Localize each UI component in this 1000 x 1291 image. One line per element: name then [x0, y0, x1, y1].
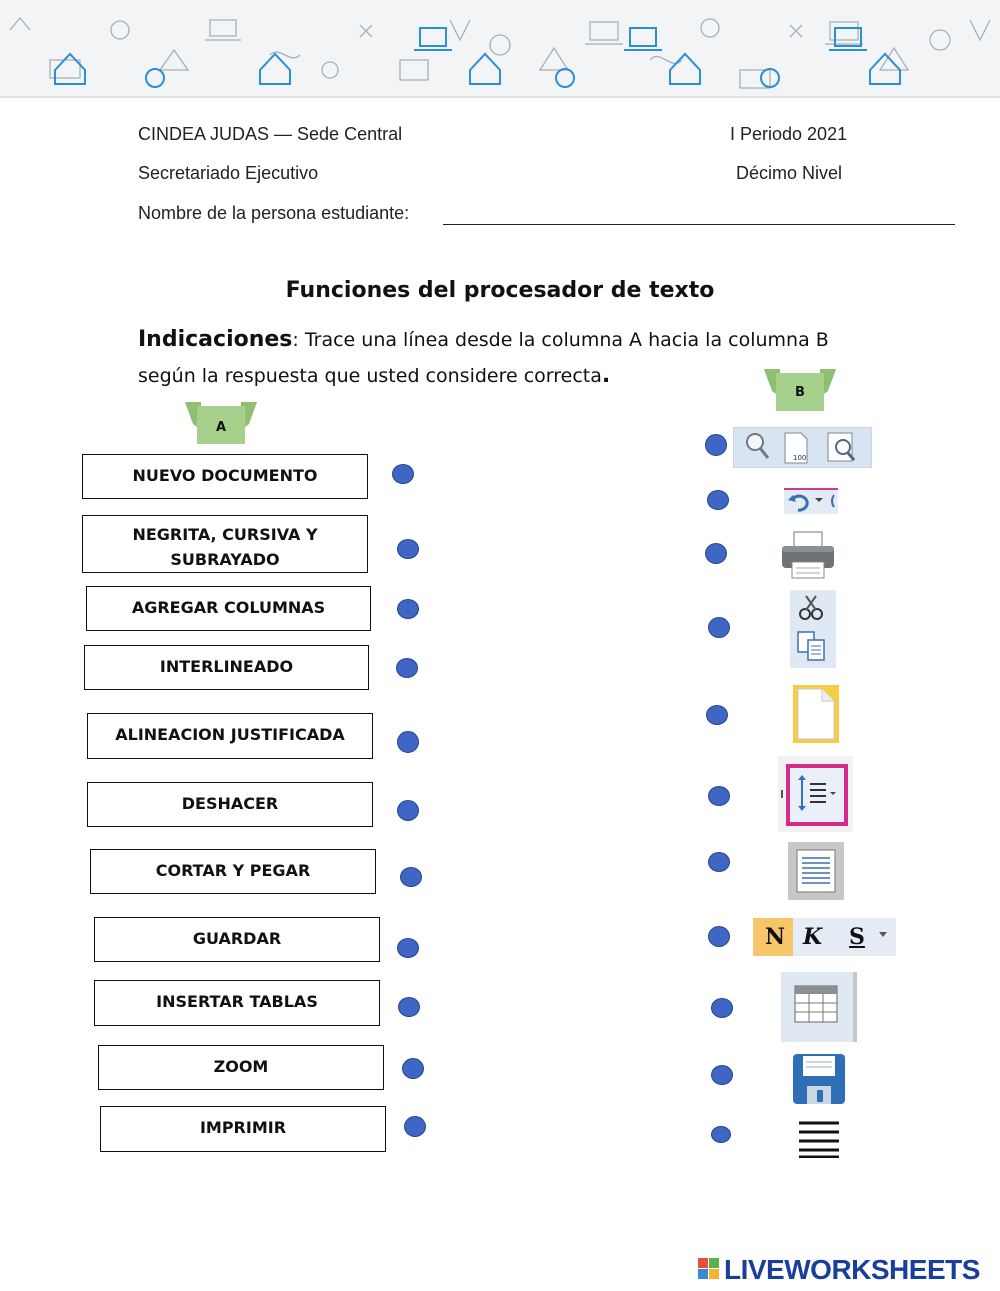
dropdown-arrow-icon: [879, 932, 887, 937]
option-nuevo-documento[interactable]: NUEVO DOCUMENTO: [82, 454, 368, 499]
undo-icon: [782, 486, 840, 516]
underline-letter: S: [849, 924, 865, 950]
option-insertar-tablas[interactable]: INSERTAR TABLAS: [94, 980, 380, 1026]
instructions-text: : Trace una línea desde la columna A hacia la columna B según la respuesta que usted considere correcta: [138, 329, 829, 387]
column-a-dot[interactable]: [400, 867, 422, 887]
printer-icon: [780, 530, 836, 580]
column-a-dot[interactable]: [397, 938, 419, 958]
option-negrita-cursiva-subrayado[interactable]: [82, 515, 368, 573]
instructions-label: Indicaciones: [138, 327, 293, 352]
column-a-dot[interactable]: [404, 1116, 426, 1137]
new-document-icon: [793, 685, 839, 743]
student-name-line[interactable]: [443, 224, 955, 225]
column-b-dot[interactable]: [705, 434, 727, 456]
student-name-label: Nombre de la persona estudiante:: [138, 203, 410, 223]
column-b-ribbon: [764, 367, 836, 411]
instructions-end: .: [601, 363, 611, 388]
bold-italic-underline-icon: [753, 918, 896, 956]
column-b-dot[interactable]: [707, 490, 729, 510]
page-title: Funciones del procesador de texto: [285, 278, 715, 303]
column-b-dot[interactable]: [708, 617, 730, 638]
italic-letter: K: [803, 924, 823, 950]
justify-icon: [797, 1120, 841, 1158]
column-b-dot[interactable]: [711, 1126, 731, 1143]
zoom-icon: [733, 427, 872, 468]
column-a-dot[interactable]: [402, 1058, 424, 1079]
school-name: CINDEA JUDAS — Sede Central: [138, 124, 403, 144]
doodle-pattern: [0, 0, 1000, 96]
column-b-dot[interactable]: [706, 705, 728, 725]
option-imprimir[interactable]: IMPRIMIR: [100, 1106, 386, 1152]
line-spacing-icon: [778, 756, 853, 832]
column-a-label: A: [215, 420, 227, 435]
column-a-dot[interactable]: [397, 800, 419, 821]
option-agregar-columnas[interactable]: AGREGAR COLUMNAS: [86, 586, 371, 631]
cut-copy-icon: [790, 590, 836, 668]
option-zoom[interactable]: ZOOM: [98, 1045, 384, 1090]
save-icon: [791, 1052, 847, 1106]
column-a-dot[interactable]: [397, 731, 419, 753]
option-deshacer[interactable]: DESHACER: [87, 782, 373, 827]
column-a-ribbon: [185, 400, 257, 444]
column-a-dot[interactable]: [397, 539, 419, 559]
svg-text:100: 100: [793, 454, 807, 462]
column-b-dot[interactable]: [705, 543, 727, 564]
column-b-label: B: [795, 385, 805, 400]
column-b-dot[interactable]: [711, 998, 733, 1018]
option-interlineado[interactable]: INTERLINEADO: [84, 645, 369, 690]
column-a-dot[interactable]: [392, 464, 414, 484]
columns-icon: [788, 842, 844, 900]
column-b-dot[interactable]: [708, 926, 730, 947]
option-cortar-y-pegar[interactable]: CORTAR Y PEGAR: [90, 849, 376, 894]
column-a-dot[interactable]: [396, 658, 418, 678]
column-a-dot[interactable]: [397, 599, 419, 619]
liveworksheets-logo: [698, 1258, 720, 1280]
column-b-dot[interactable]: [708, 786, 730, 806]
column-b-dot[interactable]: [708, 852, 730, 872]
bold-letter: N: [765, 924, 786, 950]
option-alineacion-justificada[interactable]: ALINEACION JUSTIFICADA: [87, 713, 373, 759]
table-icon: [781, 972, 857, 1042]
program-name: Secretariado Ejecutivo: [138, 163, 319, 183]
period: I Periodo 2021: [730, 124, 848, 144]
option-label: NEGRITA, CURSIVA Y SUBRAYADO: [132, 525, 318, 569]
header-banner: [0, 0, 1000, 98]
level: Décimo Nivel: [736, 163, 843, 183]
option-guardar[interactable]: GUARDAR: [94, 917, 380, 962]
column-b-dot[interactable]: [711, 1065, 733, 1085]
column-a-dot[interactable]: [398, 997, 420, 1017]
footer-brand[interactable]: LIVEWORKSHEETS: [724, 1254, 980, 1285]
